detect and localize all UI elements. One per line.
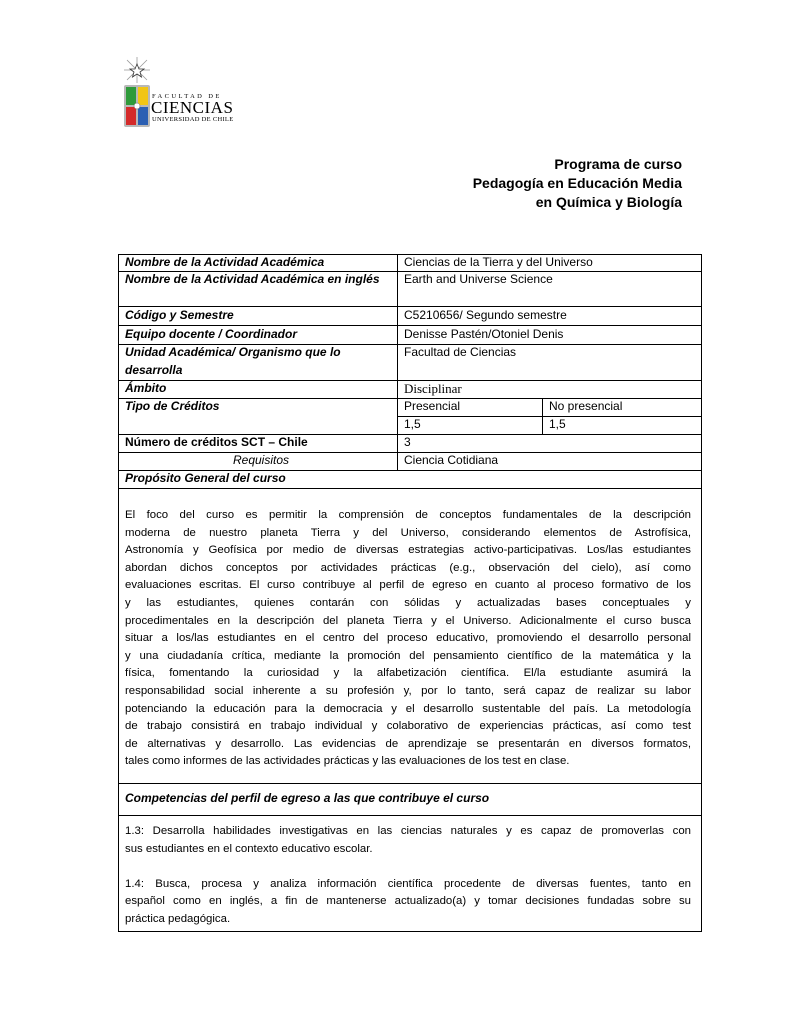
table-border — [118, 931, 702, 932]
text-line: español como en inglés, a fin de mantenerse actualizado(a) y tomar decisiones fundadas sobre su — [125, 895, 691, 908]
table-border — [701, 254, 702, 932]
value-equipo: Denisse Pastén/Otoniel Denis — [404, 327, 564, 341]
competencias-text — [125, 823, 691, 929]
value-codigo: C5210656/ Segundo semestre — [404, 308, 567, 322]
value-ambito: Disciplinar — [404, 381, 462, 396]
text-line: física, fomentando la curiosidad y la alfabetización científica. El/la estudiante asumirá la — [125, 667, 691, 680]
text-line: y una ciudadanía crítica, mediante la promoción del pensamiento científico de la matemática y la — [125, 649, 691, 662]
text-line: procedimentales en la descripción del planeta Tierra y el Universo. Adicionalmente el curso busca — [125, 614, 691, 627]
text-line: responsabilidad social inherente a su profesión y, por lo tanto, será capaz de realizar su labor — [125, 684, 691, 697]
label-nombre-ingles: Nombre de la Actividad Académica en inglés — [125, 272, 380, 286]
text-line: moderna de nuestro planeta Tierra y del Universo, considerando elementos de Astrofísica, — [125, 526, 691, 539]
label-codigo: Código y Semestre — [125, 308, 234, 322]
text-line: El foco del curso es permitir la comprensión de conceptos fundamentales de la descripción — [125, 509, 691, 521]
value-presencial: 1,5 — [404, 417, 421, 431]
text-line: 1.3: Desarrolla habilidades investigativas en las ciencias naturales y es capaz de promoverlas con — [125, 825, 691, 837]
logo-text-ciencias: CIENCIAS — [151, 98, 234, 117]
value-no-presencial: 1,5 — [549, 417, 566, 431]
text-line: práctica pedagógica. — [125, 912, 231, 925]
label-requisitos: Requisitos — [232, 453, 290, 467]
text-line: potenciando la educación para la democracia y el desarrollo sustentable del país. La metodología — [125, 702, 691, 715]
label-sct: Número de créditos SCT – Chile — [125, 435, 308, 449]
label-proposito: Propósito General del curso — [125, 471, 286, 485]
proposito-text — [125, 507, 691, 771]
label-ambito: Ámbito — [125, 381, 167, 395]
value-nombre-ingles: Earth and Universe Science — [404, 272, 553, 286]
value-sct: 3 — [404, 435, 411, 449]
header-title-3: en Química y Biología — [535, 194, 682, 210]
coat-of-arms-icon — [122, 55, 152, 130]
label-nombre: Nombre de la Actividad Académica — [125, 255, 325, 269]
logo-text-facultad: FACULTAD DE — [152, 93, 222, 100]
text-line: abordan dichos conceptos por actividades prácticas (e.g., observación del cielo), así como — [125, 561, 691, 574]
text-line: evaluaciones escritas. El curso contribuye al perfil de egreso en cuanto al proceso formativo de los — [125, 579, 691, 592]
text-line: sus estudiantes en el contexto educativo escolar. — [125, 842, 373, 855]
text-line: de alternativas y desarrollo. Las evidencias de aprendizaje se presentarán en diversos formatos, — [125, 737, 691, 750]
header-no-presencial: No presencial — [549, 399, 623, 413]
header-title-1: Programa de curso — [554, 156, 682, 172]
label-unidad: Unidad Académica/ Organismo que lo desarrolla — [125, 345, 341, 377]
row-divider — [118, 815, 702, 816]
text-line: y las estudiantes, quienes contarán con sólidas y actualizadas bases conceptuales y — [125, 596, 691, 609]
text-line: Astronomía y Geofísica por medio de diversas estrategias activo-participativas. Los/las estudiantes — [125, 544, 691, 557]
value-nombre: Ciencias de la Tierra y del Universo — [404, 255, 593, 269]
text-line: 1.4: Busca, procesa y analiza información científica procedente de diversas fuentes, tanto en — [125, 877, 691, 890]
value-unidad: Facultad de Ciencias — [404, 345, 517, 359]
text-line: tales como informes de las actividades prácticas y las evaluaciones de los test en clase. — [125, 755, 570, 768]
logo-text-universidad: UNIVERSIDAD DE CHILE — [152, 116, 234, 123]
label-competencias: Competencias del perfil de egreso a las que contribuye el curso — [125, 791, 490, 805]
label-equipo: Equipo docente / Coordinador — [125, 327, 297, 341]
value-requisitos: Ciencia Cotidiana — [404, 453, 499, 467]
text-line: situar a los/las estudiantes en el centro del proceso educativo, promoviendo el desarrollo personal — [125, 632, 691, 645]
label-tipo-creditos: Tipo de Créditos — [125, 399, 220, 413]
row-divider — [118, 488, 702, 489]
header-presencial: Presencial — [404, 399, 461, 413]
text-line: de trabajo consistirá en trabajo individual y colaborativo de experiencias prácticas, así como test — [125, 720, 691, 733]
row-divider — [118, 783, 702, 784]
header-title-2: Pedagogía en Educación Media — [472, 175, 682, 191]
